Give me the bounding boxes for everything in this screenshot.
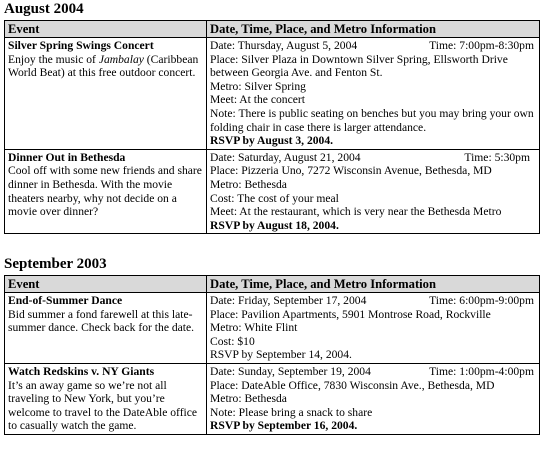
events-table-september bbox=[4, 275, 540, 435]
event-cell bbox=[5, 293, 207, 364]
event-title: End-of-Summer Dance bbox=[8, 294, 123, 307]
event-title: Dinner Out in Bethesda bbox=[8, 150, 126, 164]
event-date-line: Date: Thursday, August 5, 2004 Time: 7:00pm-8:30pm bbox=[210, 39, 534, 52]
section-heading-august: August 2004 bbox=[4, 1, 84, 17]
event-date-line: Date: Friday, September 17, 2004 Time: 6:00pm-9:00pm bbox=[210, 294, 534, 307]
event-meet: Meet: At the restaurant, which is very near the Bethesda Metro bbox=[210, 205, 502, 219]
column-header-info: Date, Time, Place, and Metro Information bbox=[207, 276, 540, 293]
info-cell bbox=[207, 363, 540, 434]
event-place: Place: DateAble Office, 7830 Wisconsin Ave., Bethesda, MD bbox=[210, 378, 495, 392]
column-header-event: Event bbox=[5, 21, 207, 38]
column-header-info: Date, Time, Place, and Metro Information bbox=[207, 21, 540, 38]
event-rsvp: RSVP by August 18, 2004. bbox=[210, 218, 339, 232]
event-meet: Meet: At the concert bbox=[210, 93, 305, 107]
section-heading-september: September 2003 bbox=[4, 256, 107, 272]
info-cell bbox=[207, 149, 540, 234]
table-header-row bbox=[5, 21, 540, 38]
band-name: Jambalay bbox=[98, 52, 144, 66]
event-cell bbox=[5, 149, 207, 234]
event-cost: Cost: The cost of your meal bbox=[210, 191, 339, 205]
event-title: Watch Redskins v. NY Giants bbox=[8, 364, 155, 378]
event-date-line: Date: Sunday, September 19, 2004 Time: 1:00pm-4:00pm bbox=[210, 364, 534, 378]
event-note: Note: Please bring a snack to share bbox=[210, 405, 373, 419]
info-cell bbox=[207, 293, 540, 364]
event-place: Place: Pizzeria Uno, 7272 Wisconsin Avenue, Bethesda, MD bbox=[210, 164, 492, 178]
event-time: Time: 1:00pm-4:00pm bbox=[429, 364, 534, 378]
events-table-august bbox=[4, 20, 540, 234]
event-metro: Metro: Silver Spring bbox=[210, 79, 306, 93]
event-description: Bid summer a fond farewell at this late-summer dance. Check back for the date. bbox=[8, 307, 195, 335]
event-metro: Metro: Bethesda bbox=[210, 392, 287, 406]
table-row bbox=[5, 293, 540, 364]
event-date-line: Date: Saturday, August 21, 2004 Time: 5:30pm bbox=[210, 150, 530, 164]
event-time: Time: 7:00pm-8:30pm bbox=[429, 39, 534, 52]
event-description: It’s an away game so we’re not all traveling to New York, but you’re welcome to travel to the DateAble office to casually watch the game. bbox=[8, 378, 198, 433]
event-time: Time: 6:00pm-9:00pm bbox=[429, 294, 534, 307]
table-row bbox=[5, 38, 540, 150]
table-header-row bbox=[5, 276, 540, 293]
event-metro: Metro: White Flint bbox=[210, 321, 298, 335]
table-row bbox=[5, 363, 540, 434]
event-place: Place: Pavilion Apartments, 5901 Montrose Road, Rockville bbox=[210, 307, 491, 321]
event-cell bbox=[5, 38, 207, 150]
event-cost: Cost: $10 bbox=[210, 334, 255, 348]
column-header-event: Event bbox=[5, 276, 207, 293]
table-row bbox=[5, 149, 540, 234]
event-place: Place: Silver Plaza in Downtown Silver Spring, Ellsworth Drive between Georgia Ave. and Fenton St. bbox=[210, 52, 508, 80]
event-rsvp: RSVP by September 16, 2004. bbox=[210, 419, 358, 433]
event-time: Time: 5:30pm bbox=[464, 150, 530, 164]
event-title: Silver Spring Swings Concert bbox=[8, 39, 154, 52]
event-note: Note: There is public seating on benches but you may bring your own folding chair in case there is larger attendance. bbox=[210, 106, 534, 134]
event-description: Cool off with some new friends and share dinner in Bethesda. With the movie theaters nearby, why not decide on a movie over dinner? bbox=[8, 164, 202, 219]
event-metro: Metro: Bethesda bbox=[210, 177, 287, 191]
info-cell bbox=[207, 38, 540, 150]
event-description: Enjoy the music of Jambalay (Caribbean World Beat) at this free outdoor concert. bbox=[8, 52, 199, 80]
event-cell bbox=[5, 363, 207, 434]
event-rsvp: RSVP by August 3, 2004. bbox=[210, 134, 334, 148]
event-rsvp: RSVP by September 14, 2004. bbox=[210, 348, 352, 362]
